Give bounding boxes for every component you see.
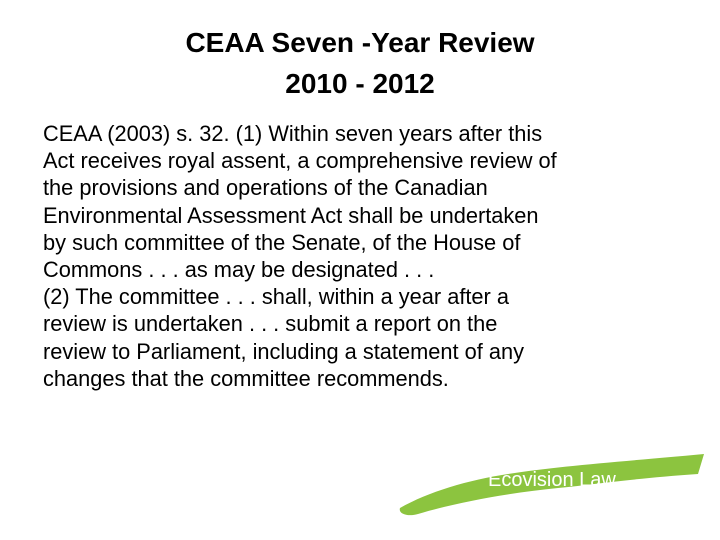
ecovision-law-logo bbox=[398, 448, 708, 520]
body-line: CEAA (2003) s. 32. (1) Within seven years after this bbox=[43, 121, 543, 146]
slide-title bbox=[0, 22, 720, 104]
slide-body-text bbox=[43, 120, 715, 392]
body-line: Environmental Assessment Act shall be undertaken bbox=[43, 202, 539, 228]
body-line: Act receives royal assent, a comprehensive review of bbox=[43, 148, 557, 174]
body-line: review is undertaken . . . submit a report on the bbox=[43, 311, 498, 337]
body-line: (2) The committee . . . shall, within a year after a bbox=[43, 284, 509, 310]
body-line: by such committee of the Senate, of the House of bbox=[43, 229, 521, 255]
body-line: review to Parliament, including a statement of any bbox=[43, 338, 524, 364]
title-line-1: CEAA Seven -Year Review bbox=[185, 27, 535, 58]
body-line: changes that the committee recommends. bbox=[43, 365, 449, 391]
logo-brushstroke-icon bbox=[398, 448, 708, 520]
logo-text: Ecovision Law bbox=[488, 469, 616, 491]
body-line: the provisions and operations of the Canadian bbox=[43, 175, 488, 201]
title-line-2: 2010 - 2012 bbox=[285, 68, 435, 99]
body-line: Commons . . . as may be designated . . . bbox=[43, 257, 435, 283]
